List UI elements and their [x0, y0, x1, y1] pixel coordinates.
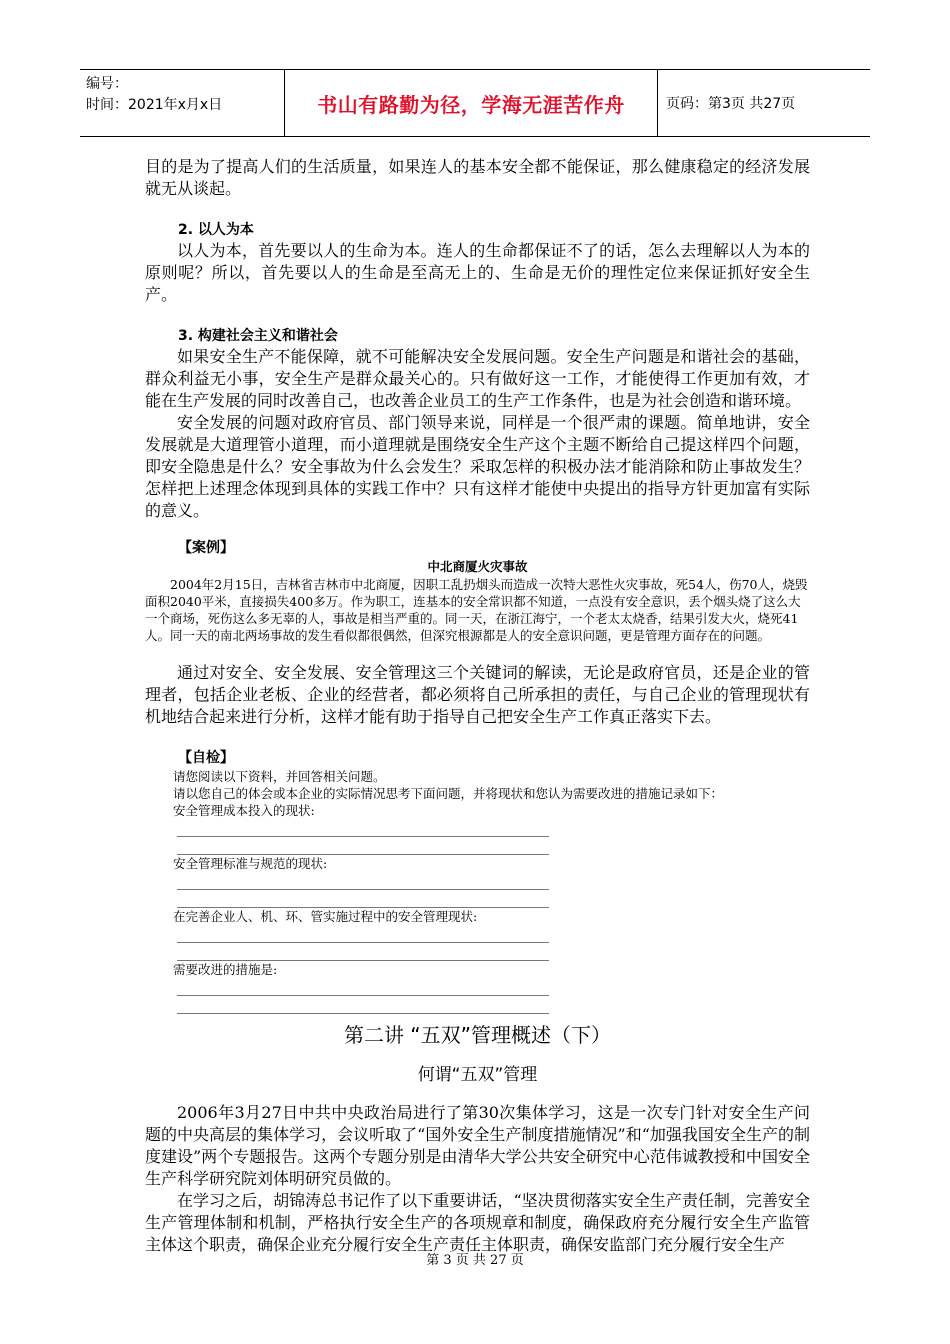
case-text: 2004年2月15日，吉林省吉林市中北商厦，因职工乱扔烟头而造成一次特大恶性火灾事故，死54人，伤70人，烧毁面积2040平米，直接损失400多万。作为职工，连基本的安全常识都不知道，一点没有安全意识，丢个烟头烧了这么大一个商场，死伤这么多无辜的人，事故是相当严重的。同一天，在浙江海宁，一个老太太烧香，结果引发大火，烧死41人。同一天的南北两场事故的发生看似都很偶然，但深究根源都是人的安全意识问题，更是管理方面存在的问题。 — [145, 577, 808, 643]
section-3-paragraph-1: 如果安全生产不能保障，就不可能解决安全发展问题。安全生产问题是和谐社会的基础，群众利益无小事，安全生产是群众最关心的。只有做好这一工作，才能使得工作更加有效，才能在生产发展的同时改善自己，也改善企业员工的生产工作条件，也是为社会创造和谐环境。 — [145, 347, 810, 410]
header-meta — [80, 70, 284, 136]
selfcheck-prompt-improvements: 需要改进的措施是: — [173, 962, 278, 977]
section-2-heading: 2. 以人为本 — [178, 222, 254, 238]
section-3-paragraph-2: 安全发展的问题对政府官员、部门领导来说，同样是一个很严肃的课题。简单地讲，安全发展就是大道理管小道理，而小道理就是围绕安全生产这个主题不断给自己提这样四个问题，即安全隐患是什么？安全事故为什么会发生？采取怎样的积极办法才能消除和防止事故发生？怎样把上述理念体现到具体的实践工作中？只有这样才能使中央提出的指导方针更加富有实际的意义。 — [145, 413, 810, 520]
section-2-paragraph: 以人为本，首先要以人的生命为本。连人的生命都保证不了的话，怎么去理解以人为本的原则呢？所以，首先要以人的生命是至高无上的、生命是无价的理性定位来保证抓好安全生产。 — [145, 241, 810, 304]
lecture-paragraph-1: 2006年3月27日中共中央政治局进行了第30次集体学习，这是一次专门针对安全生产问题的中央高层的集体学习，会议听取了“国外安全生产制度措施情况”和“加强我国安全生产的制度建设”两个专题报告。这两个专题分别是由清华大学公共安全研究中心范伟诚教授和中国安全生产科学研究院刘体明研究员做的。 — [145, 1103, 810, 1188]
selfcheck-prompt-implementation: 在完善企业人、机、环、管实施过程中的安全管理现状: — [173, 909, 478, 924]
selfcheck-prompt-cost: 安全管理成本投入的现状: — [173, 803, 315, 818]
header-page-info: 页码：第3页 共27页 — [666, 96, 796, 112]
selfcheck-instruction-1: 请您阅读以下资料，并回答相关问题。 — [173, 769, 386, 784]
page-header — [80, 69, 870, 137]
document-date: 时间：2021年x月x日 — [86, 97, 223, 113]
lecture-title: 第二讲 “五双”管理概述（下） — [343, 1023, 612, 1047]
page-footer: 第 3 页 共 27 页 — [426, 1253, 524, 1268]
answer-line[interactable] — [177, 996, 549, 1014]
lecture-subtitle: 何谓“五双”管理 — [417, 1065, 538, 1085]
answer-line[interactable] — [177, 978, 549, 996]
header-motto: 书山有路勤为径，学海无涯苦作舟 — [284, 70, 658, 136]
answer-line[interactable] — [177, 837, 549, 855]
answer-line[interactable] — [177, 872, 549, 890]
answer-line[interactable] — [177, 819, 549, 837]
section-3-heading: 3. 构建社会主义和谐社会 — [178, 328, 338, 344]
case-title: 中北商厦火灾事故 — [427, 559, 528, 574]
case-label: 【案例】 — [178, 540, 234, 556]
selfcheck-label: 【自检】 — [178, 750, 234, 766]
selfcheck-instruction-2: 请以您自己的体会或本企业的实际情况思考下面问题，并将现状和您认为需要改进的措施记录如下： — [173, 786, 724, 801]
summary-paragraph: 通过对安全、安全发展、安全管理这三个关键词的解读，无论是政府官员，还是企业的管理者，包括企业老板、企业的经营者，都必须将自己所承担的责任，与自己企业的管理现状有机地结合起来进行分析，这样才能有助于指导自己把安全生产工作真正落实下去。 — [145, 663, 810, 726]
lecture-paragraph-2: 在学习之后，胡锦涛总书记作了以下重要讲话，“坚决贯彻落实安全生产责任制，完善安全生产管理体制和机制，严格执行安全生产的各项规章和制度，确保政府充分履行安全生产监管主体这个职责，确保企业充分履行安全生产责任主体职责，确保安监部门充分履行安全生产 — [145, 1191, 810, 1254]
document-body — [145, 156, 810, 1256]
selfcheck-prompt-standards: 安全管理标准与规范的现状: — [173, 856, 328, 871]
answer-line[interactable] — [177, 925, 549, 943]
selfcheck-section — [173, 768, 810, 1014]
answer-line[interactable] — [177, 890, 549, 908]
intro-paragraph: 目的是为了提高人们的生活质量，如果连人的基本安全都不能保证，那么健康稳定的经济发展就无从谈起。 — [145, 157, 810, 198]
document-number-label: 编号： — [86, 76, 128, 92]
answer-line[interactable] — [177, 943, 549, 961]
